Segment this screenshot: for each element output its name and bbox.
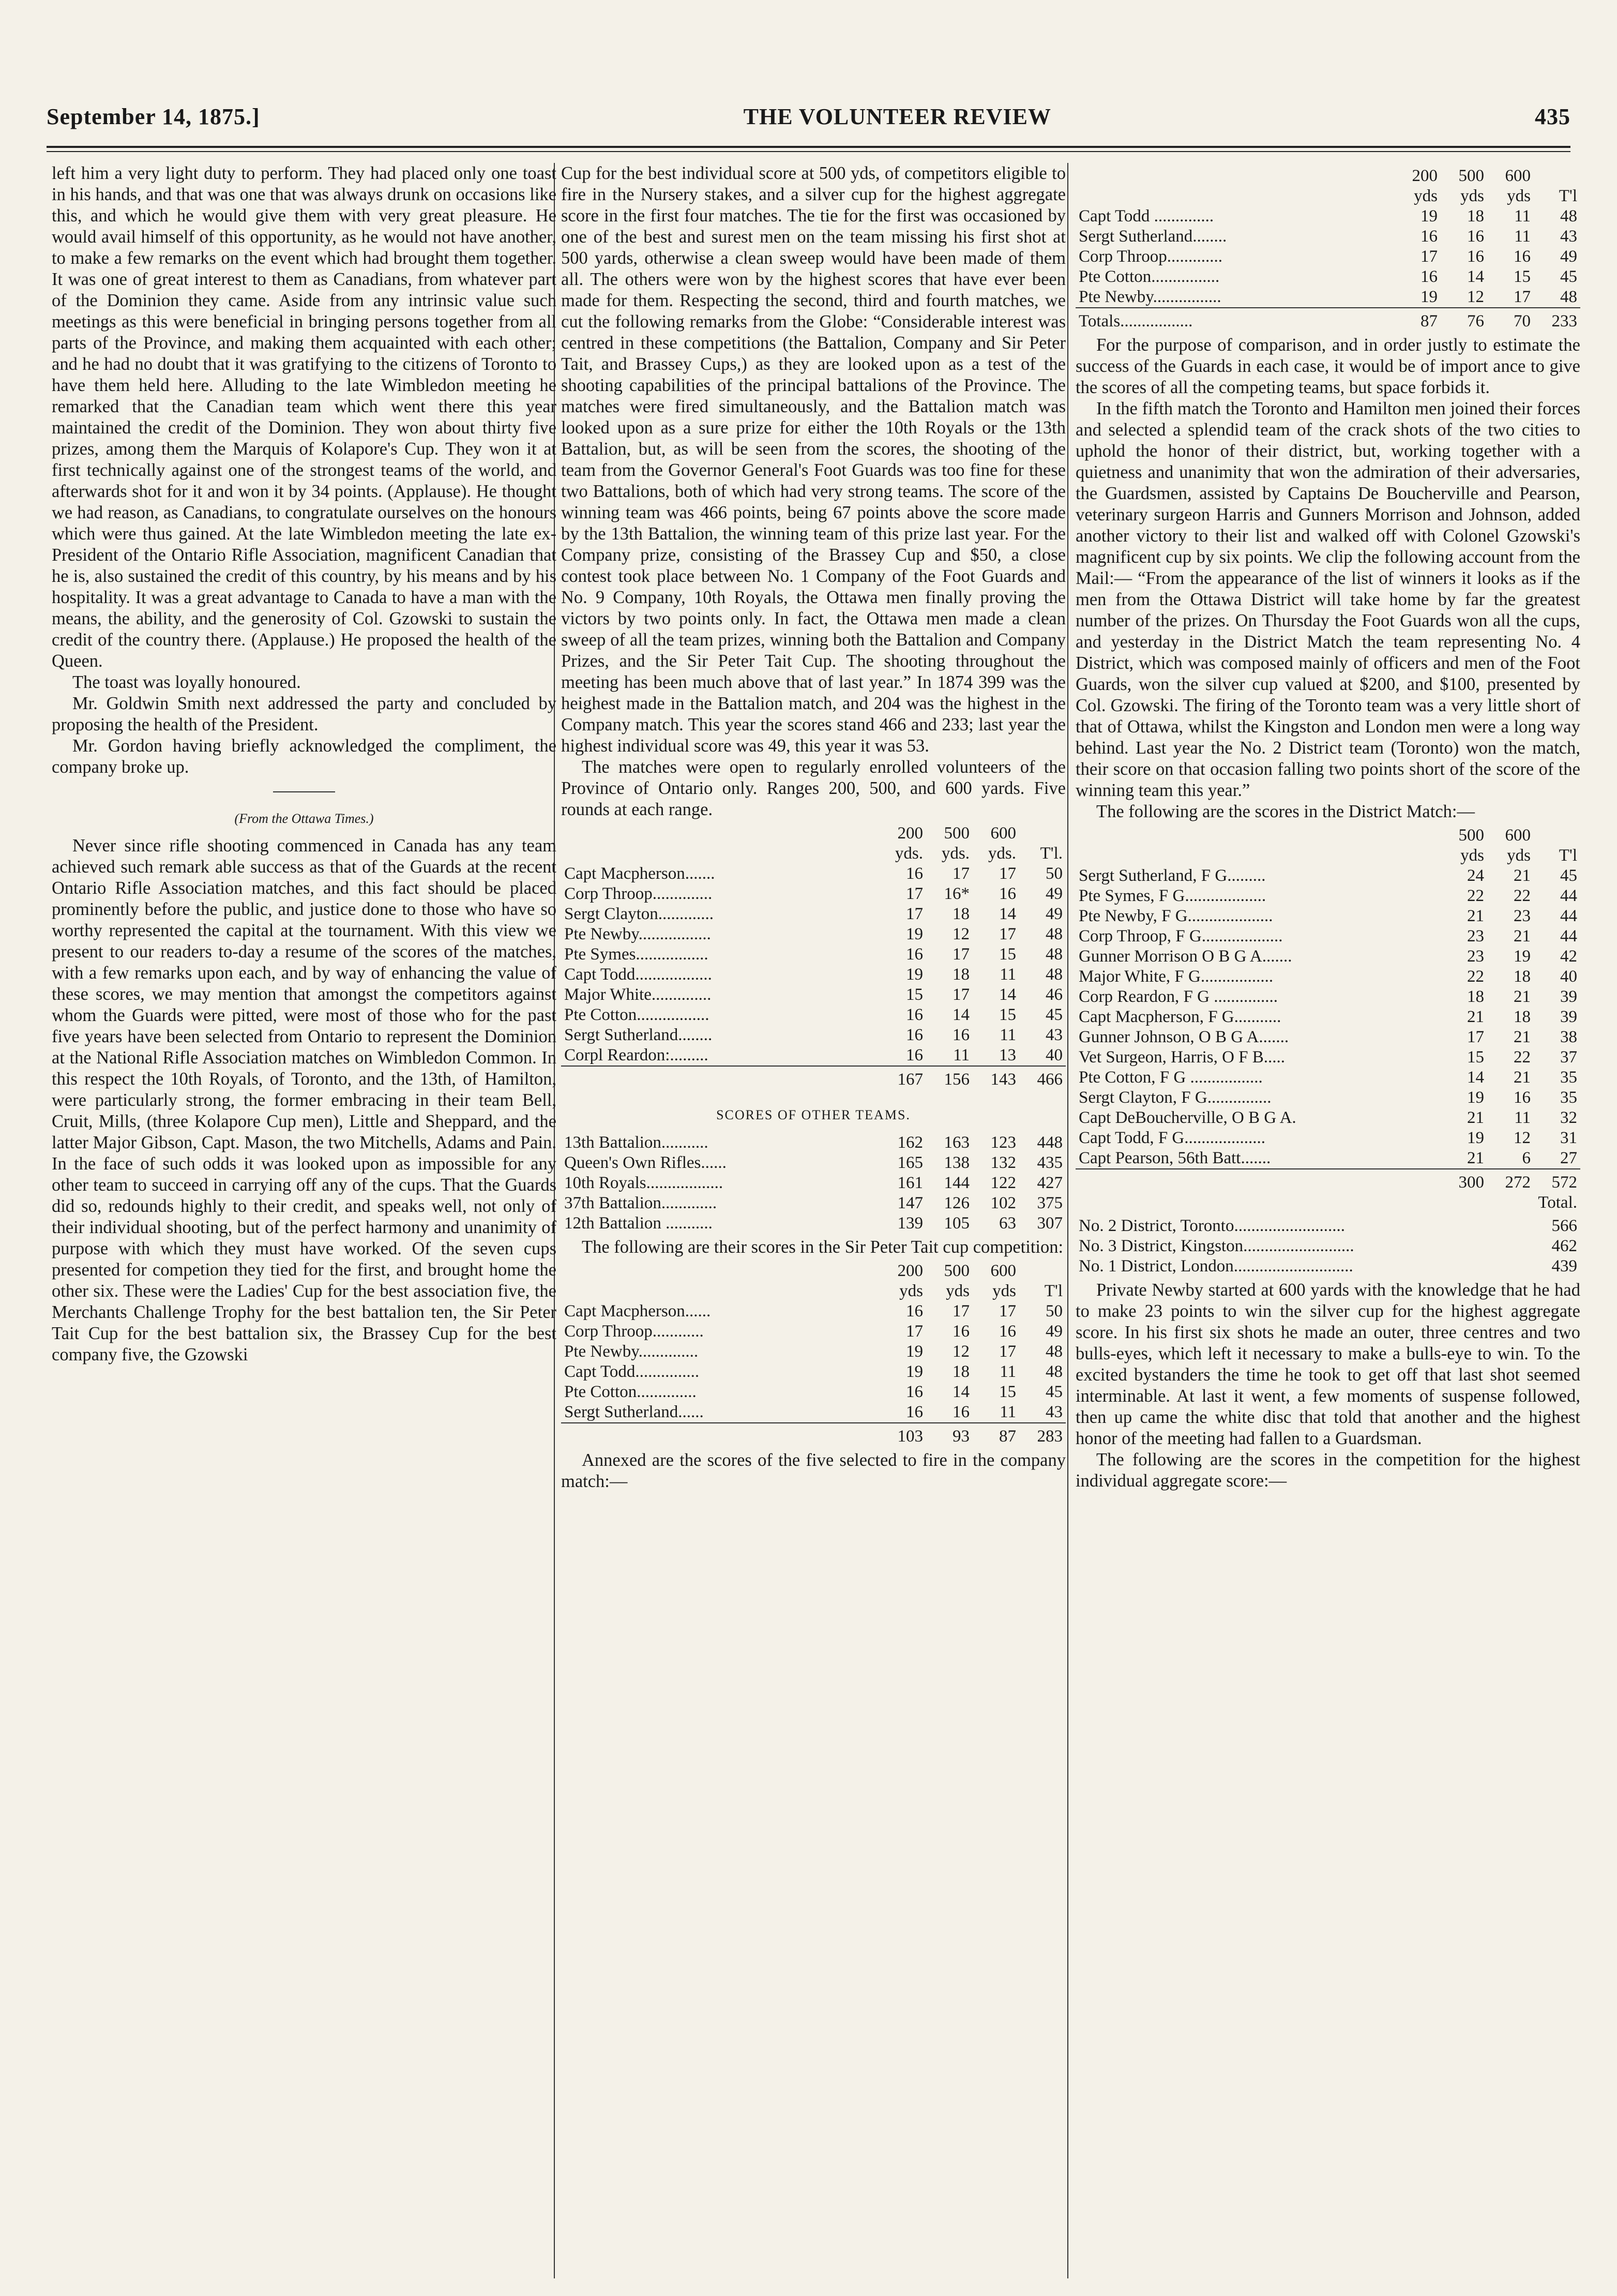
table-row: No. 2 District, Toronto.......................... 566 bbox=[1079, 1217, 1577, 1235]
column-header: yds bbox=[1460, 187, 1484, 205]
table-row: Pte Symes, F G................... 22 22 44 bbox=[1079, 887, 1577, 905]
other-teams-scores-table bbox=[561, 1133, 1066, 1234]
table-row: Capt Pearson, 56th Batt....... 21 6 27 bbox=[1079, 1149, 1577, 1167]
column-header: 600 bbox=[990, 1262, 1016, 1280]
column-header: yds. bbox=[941, 844, 970, 863]
column-header: 200 bbox=[1412, 167, 1438, 185]
table-row: Sergt Sutherland...... 16 16 11 43 bbox=[564, 1403, 1063, 1421]
page-header bbox=[47, 103, 1570, 140]
district-totals-table bbox=[1076, 1216, 1580, 1277]
column-header: yds bbox=[1460, 846, 1484, 865]
table-row: Pte Newby................ 19 12 17 48 bbox=[1079, 288, 1577, 306]
paragraph: In the fifth match the Toronto and Hamilton men joined their forces and selected a splendid team of the crack shots of the two cities to uphold the honor of their district, but, working together with a quietness and unanimity that won the admiration of their adversaries, the Guardsmen, assisted by Captains De Boucherville and Pearson, veterinary surgeon Harris and Gunners Morrison and Johnson, added another victory to their list and walked off with Colonel Gzowski's magnificent cup by six points. We clip the following account from the Mail:— “From the appearance of the list of winners it looks as if the men from the Ottawa District will take home by far the greatest number of the prizes. On Thursday the Foot Guards won all the cups, and yesterday in the District Match the team representing No. 4 District, which was composed mainly of officers and men of the Foot Guards, won the silver cup valued at $200, and $100, presented by Col. Gzowski. The firing of the Toronto team was a very little short of that of Ottawa, whilst the Kingston and London men were a long way behind. Last year the No. 2 District team (Toronto) won the match, their score on that occasion falling two points short of the score of the winning team this year.” bbox=[1076, 399, 1580, 800]
table-row: No. 3 District, Kingston.......................... 462 bbox=[1079, 1237, 1577, 1255]
table-row: Capt Macpherson...... 16 17 17 50 bbox=[564, 1302, 1063, 1320]
column-header: yds bbox=[946, 1282, 970, 1300]
battalion-match-scores-table bbox=[561, 823, 1066, 1090]
column-header: yds bbox=[1507, 187, 1531, 205]
district-match-scores-table bbox=[1076, 826, 1580, 1213]
table-row: Pte Symes................. 16 17 15 48 bbox=[564, 945, 1063, 964]
column-header: yds bbox=[992, 1282, 1016, 1300]
publication-title: THE VOLUNTEER REVIEW bbox=[743, 104, 1052, 129]
column-header: T'l bbox=[1559, 187, 1577, 205]
paragraph: Private Newby started at 600 yards with the knowledge that he had to make 23 points to win the silver cup for the highest aggregate score. In his first six shots he made an outer, three centres and two bulls-eyes, which left it necessary to make a bulls-eye to win. To the excited bystanders the time he took to get off that last shot seemed interminable. At last it went, a few moments of suspense followed, then up came the white disc that told that another and the highest honor of the meeting had fallen to a Guardsman. bbox=[1076, 1280, 1580, 1448]
column-header: T'l bbox=[1044, 1282, 1063, 1300]
column-header bbox=[1534, 166, 1580, 186]
column-header: 500 bbox=[944, 1262, 970, 1280]
table-row: Pte Cotton................. 16 14 15 45 bbox=[564, 1006, 1063, 1024]
column-header bbox=[1019, 1261, 1066, 1281]
column-header bbox=[1534, 826, 1580, 846]
table-row: Pte Newby.............. 19 12 17 48 bbox=[564, 1342, 1063, 1361]
table-row: Capt Macpherson....... 16 17 17 50 bbox=[564, 864, 1063, 883]
paragraph: Annexed are the scores of the five selected to fire in the company match:— bbox=[561, 1450, 1066, 1491]
total-label: Total. bbox=[1538, 1193, 1577, 1212]
column-header: yds bbox=[899, 1282, 923, 1300]
column-header: 500 bbox=[944, 824, 970, 843]
table-row: Major White.............. 15 17 14 46 bbox=[564, 985, 1063, 1004]
column-2 bbox=[561, 163, 1066, 1492]
header-rule bbox=[47, 146, 1570, 148]
paragraph: The toast was loyally honoured. bbox=[72, 672, 301, 692]
table-row: Pte Cotton................ 16 14 15 45 bbox=[1079, 267, 1577, 286]
column-header: 600 bbox=[1505, 826, 1531, 845]
table-row: Pte Cotton, F G ................. 14 21 35 bbox=[1079, 1068, 1577, 1087]
column-1 bbox=[52, 163, 556, 1365]
table-row: Major White, F G................. 22 18 40 bbox=[1079, 967, 1577, 986]
table-row: Gunner Morrison O B G A....... 23 19 42 bbox=[1079, 947, 1577, 966]
table-row: Pte Newby, F G.................... 21 23 44 bbox=[1079, 907, 1577, 925]
column-3 bbox=[1076, 163, 1580, 1492]
paragraph: The following are their scores in the Sir Peter Tait cup competition: bbox=[582, 1237, 1064, 1257]
column-header: T'l bbox=[1559, 846, 1577, 865]
table-row: Capt Todd............... 19 18 11 48 bbox=[564, 1362, 1063, 1381]
column-header: 200 bbox=[897, 1262, 923, 1280]
table-row: Capt Todd.................. 19 18 11 48 bbox=[564, 965, 1063, 984]
table-row: Vet Surgeon, Harris, O F B..... 15 22 37 bbox=[1079, 1048, 1577, 1067]
table-row: 13th Battalion........... 162 163 123 448 bbox=[564, 1133, 1063, 1152]
paragraph: Mr. Goldwin Smith next addressed the party and concluded by proposing the health of the President. bbox=[52, 694, 556, 734]
paragraph: The following are the scores in the competition for the highest individual aggregate score:— bbox=[1076, 1450, 1580, 1491]
table-row: Pte Cotton.............. 16 14 15 45 bbox=[564, 1383, 1063, 1401]
paragraph: The matches were open to regularly enrolled volunteers of the Province of Ontario only. Ranges 200, 500, and 600 yards. Five rounds at each range. bbox=[561, 757, 1066, 819]
paragraph: The following are the scores in the District Match:— bbox=[1096, 802, 1475, 821]
table-row: Sergt Sutherland, F G......... 24 21 45 bbox=[1079, 866, 1577, 885]
column-header: 600 bbox=[1505, 167, 1531, 185]
column-header: yds bbox=[1414, 187, 1438, 205]
paragraph: Cup for the best individual score at 500 yds, of competitors eligible to fire in the Nursery stakes, and a silver cup for the highest aggregate score in the first four matches. The tie for the first was occasioned by one of the best and surest men on the team missing his first shot at 500 yards, otherwise a clean sweep would have been made of them all. The others were won by the highest scores that have ever been made for them. Respecting the second, third and fourth matches, we cut the following remarks from the Globe: “Considerable interest was centred in these competitions (the Battalion, Company and Sir Peter Tait, and Brassey Cups,) as they are looked upon as a test of the shooting capabilities of the principal battalions of the Province. The matches were fired simultaneously, and the Battalion match was looked upon as a sure prize for either the 10th Royals or the 13th Battalion, but, as will be seen from the scores, the shooting of the team from the Governor General's Foot Guards was too fine for these two Battalions, both of which had very strong teams. The score of the winning team was 466 points, being 67 points above the score made by the 13th Battalion, the winning team of this prize last year. For the Company prize, consisting of the Brassey Cup and $50, a close contest took place between No. 1 Company of the Foot Guards and No. 9 Company, 10th Royals, the Ottawa men finally proving the victors by two points only. In fact, the Ottawa men made a clean sweep of all the team prizes, winning both the Battalion and Company Prizes, and the Sir Peter Tait Cup. The shooting throughout the meeting has been much above that of last year.” In 1874 399 was the heighest made in the Battalion match, and 204 was the highest in the Company match. This year the scores stand 466 and 233; last year the highest individual score was 49, this year it was 53. bbox=[561, 163, 1066, 756]
table-row: Corp Reardon, F G ............... 18 21 39 bbox=[1079, 987, 1577, 1006]
column-header: yds. bbox=[895, 844, 923, 863]
table-row: 12th Battalion ........... 139 105 63 307 bbox=[564, 1214, 1063, 1233]
table-row: Capt Macpherson, F G........... 21 18 39 bbox=[1079, 1008, 1577, 1026]
paragraph: left him a very light duty to perform. They had placed only one toast in his hands, and that was one that was always drunk on occasions like this, and which he would give them with very great pleasure. He would avail himself of this opportunity, as he would not have another, to make a few remarks on the event which had brought them together. It was one of great interest to them as Canadians, from whatever part of the Dominion they came. Aside from any intrinsic value such meetings as this were beneficial in bringing persons together from all parts of the Province, and making them acquainted with each other; and he had no doubt that it was gratifying to the citizens of Toronto to have them held here. Alluding to the late Wimbledon meeting he remarked that the Canadian team which went there this year maintained the credit of the Dominion. They won about thirty five prizes, among them the Marquis of Kolapore's Cup. They won it at first technically against one of the strongest teams of the world, and afterwards shot for it and won it by 34 points. (Applause). He thought we had reason, as Canadians, to congratulate ourselves on the honours which were thus gained. At the late Wimbledon meeting the late ex-President of the Ontario Rifle Association, magnificent Canadian that he is, also sustained the credit of this country, by his means and by his hospitality. It was a great advantage to Canada to have a man with the means, the ability, and the generosity of Col. Gzowski to sustain the credit of the country there. (Applause.) He proposed the health of the Queen. bbox=[52, 163, 556, 671]
column-header: 500 bbox=[1458, 826, 1484, 845]
table-row: Corp Throop, F G................... 23 21 44 bbox=[1079, 927, 1577, 946]
table-row: Sergt Sutherland........ 16 16 11 43 bbox=[1079, 227, 1577, 246]
table-row: Pte Newby................. 19 12 17 48 bbox=[564, 925, 1063, 943]
column-header: yds bbox=[1507, 846, 1531, 865]
table-row: Corpl Reardon:......... 16 11 13 40 bbox=[564, 1046, 1063, 1064]
table-row: Capt Todd .............. 19 18 11 48 bbox=[1079, 207, 1577, 226]
peter-tait-cup-scores-table bbox=[561, 1261, 1066, 1447]
paragraph: For the purpose of comparison, and in order justly to estimate the success of the Guards in each case, it would be of import ance to give the scores of all the competing teams, but space forbids it. bbox=[1076, 335, 1580, 397]
table-row: 37th Battalion............. 147 126 102 375 bbox=[564, 1194, 1063, 1212]
table-row: Sergt Clayton............. 17 18 14 49 bbox=[564, 905, 1063, 923]
table-total-row: Totals................. 87 76 70 233 bbox=[1076, 308, 1580, 332]
table-row: No. 1 District, London............................ 439 bbox=[1079, 1257, 1577, 1275]
table-total-row: 103 93 87 283 bbox=[561, 1423, 1066, 1447]
table-row: Corp Throop............. 17 16 16 49 bbox=[1079, 247, 1577, 266]
table-row: Capt DeBoucherville, O B G A. 21 11 32 bbox=[1079, 1108, 1577, 1127]
table-row: 10th Royals.................. 161 144 122 427 bbox=[564, 1174, 1063, 1192]
column-divider bbox=[1067, 163, 1068, 2278]
column-header: 500 bbox=[1458, 167, 1484, 185]
table-row: Corp Throop.............. 17 16* 16 49 bbox=[564, 884, 1063, 903]
table-total-row: 167 156 143 466 bbox=[561, 1066, 1066, 1090]
table-row: Sergt Clayton, F G............... 19 16 35 bbox=[1079, 1088, 1577, 1107]
header-rule-thin bbox=[47, 151, 1570, 152]
column-header: T'l. bbox=[1040, 844, 1063, 863]
section-divider bbox=[273, 791, 335, 792]
column-header: 600 bbox=[990, 824, 1016, 843]
table-row: Sergt Sutherland........ 16 16 11 43 bbox=[564, 1026, 1063, 1044]
table-row: Capt Todd, F G................... 19 12 31 bbox=[1079, 1129, 1577, 1147]
table-row: Queen's Own Rifles...... 165 138 132 435 bbox=[564, 1153, 1063, 1172]
source-credit: (From the Ottawa Times.) bbox=[234, 811, 374, 826]
table-row: Gunner Johnson, O B G A....... 17 21 38 bbox=[1079, 1028, 1577, 1046]
column-header: 200 bbox=[897, 824, 923, 843]
issue-date: September 14, 1875.] bbox=[47, 104, 260, 129]
page-number: 435 bbox=[1534, 104, 1570, 129]
table-total-row: 300 272 572 bbox=[1076, 1169, 1580, 1193]
table-row: Corp Throop............ 17 16 16 49 bbox=[564, 1322, 1063, 1341]
company-match-scores-table bbox=[1076, 166, 1580, 332]
paragraph: Mr. Gordon having briefly acknowledged the compliment, the company broke up. bbox=[52, 736, 556, 777]
column-header: yds. bbox=[988, 844, 1016, 863]
column-header bbox=[1019, 823, 1066, 844]
section-heading: SCORES OF OTHER TEAMS. bbox=[716, 1107, 911, 1122]
paragraph: Never since rifle shooting commenced in Canada has any team achieved such remark able success as that of the Guards at the recent Ontario Rifle Association matches, and this fact should be placed prominently before the public, and justice done to those who have so worthy represented the capital at the tournament. With this view we present to our readers to-day a resume of the scores of the matches, with a few remarks upon each, and by way of enhancing the value of these scores, we may mention that amongst the competitors against whom the Guards were pitted, were most of those who for the past five years have been selected from Ontario to represent the Dominion at the National Rifle Association matches on Wimbledon Common. In this respect the 10th Royals, of Toronto, and the 13th, of Hamilton, were particularly strong, the former embracing in their team Bell, Cruit, Mills, (three Kolapore Cup men), Little and Sheppard, and the latter Major Gibson, Capt. Mason, the two Mitchells, Adams and Pain. In the face of such odds it was looked upon as impossible for any other team to succeed in carrying off any of the cups. That the Guards did so, redounds highly to their credit, and speaks well, not only of their individual shooting, but of the perfect harmony and unanimity of purpose with which they must have worked. Of the seven cups presented for competion they tied for the first, and brought home the other six. These were the Ladies' Cup for the best association five, the Merchants Challenge Trophy for the best battalion ten, the Sir Peter Tait Cup for the best battalion six, the Brassey Cup for the best company five, the Gzowski bbox=[52, 836, 556, 1364]
